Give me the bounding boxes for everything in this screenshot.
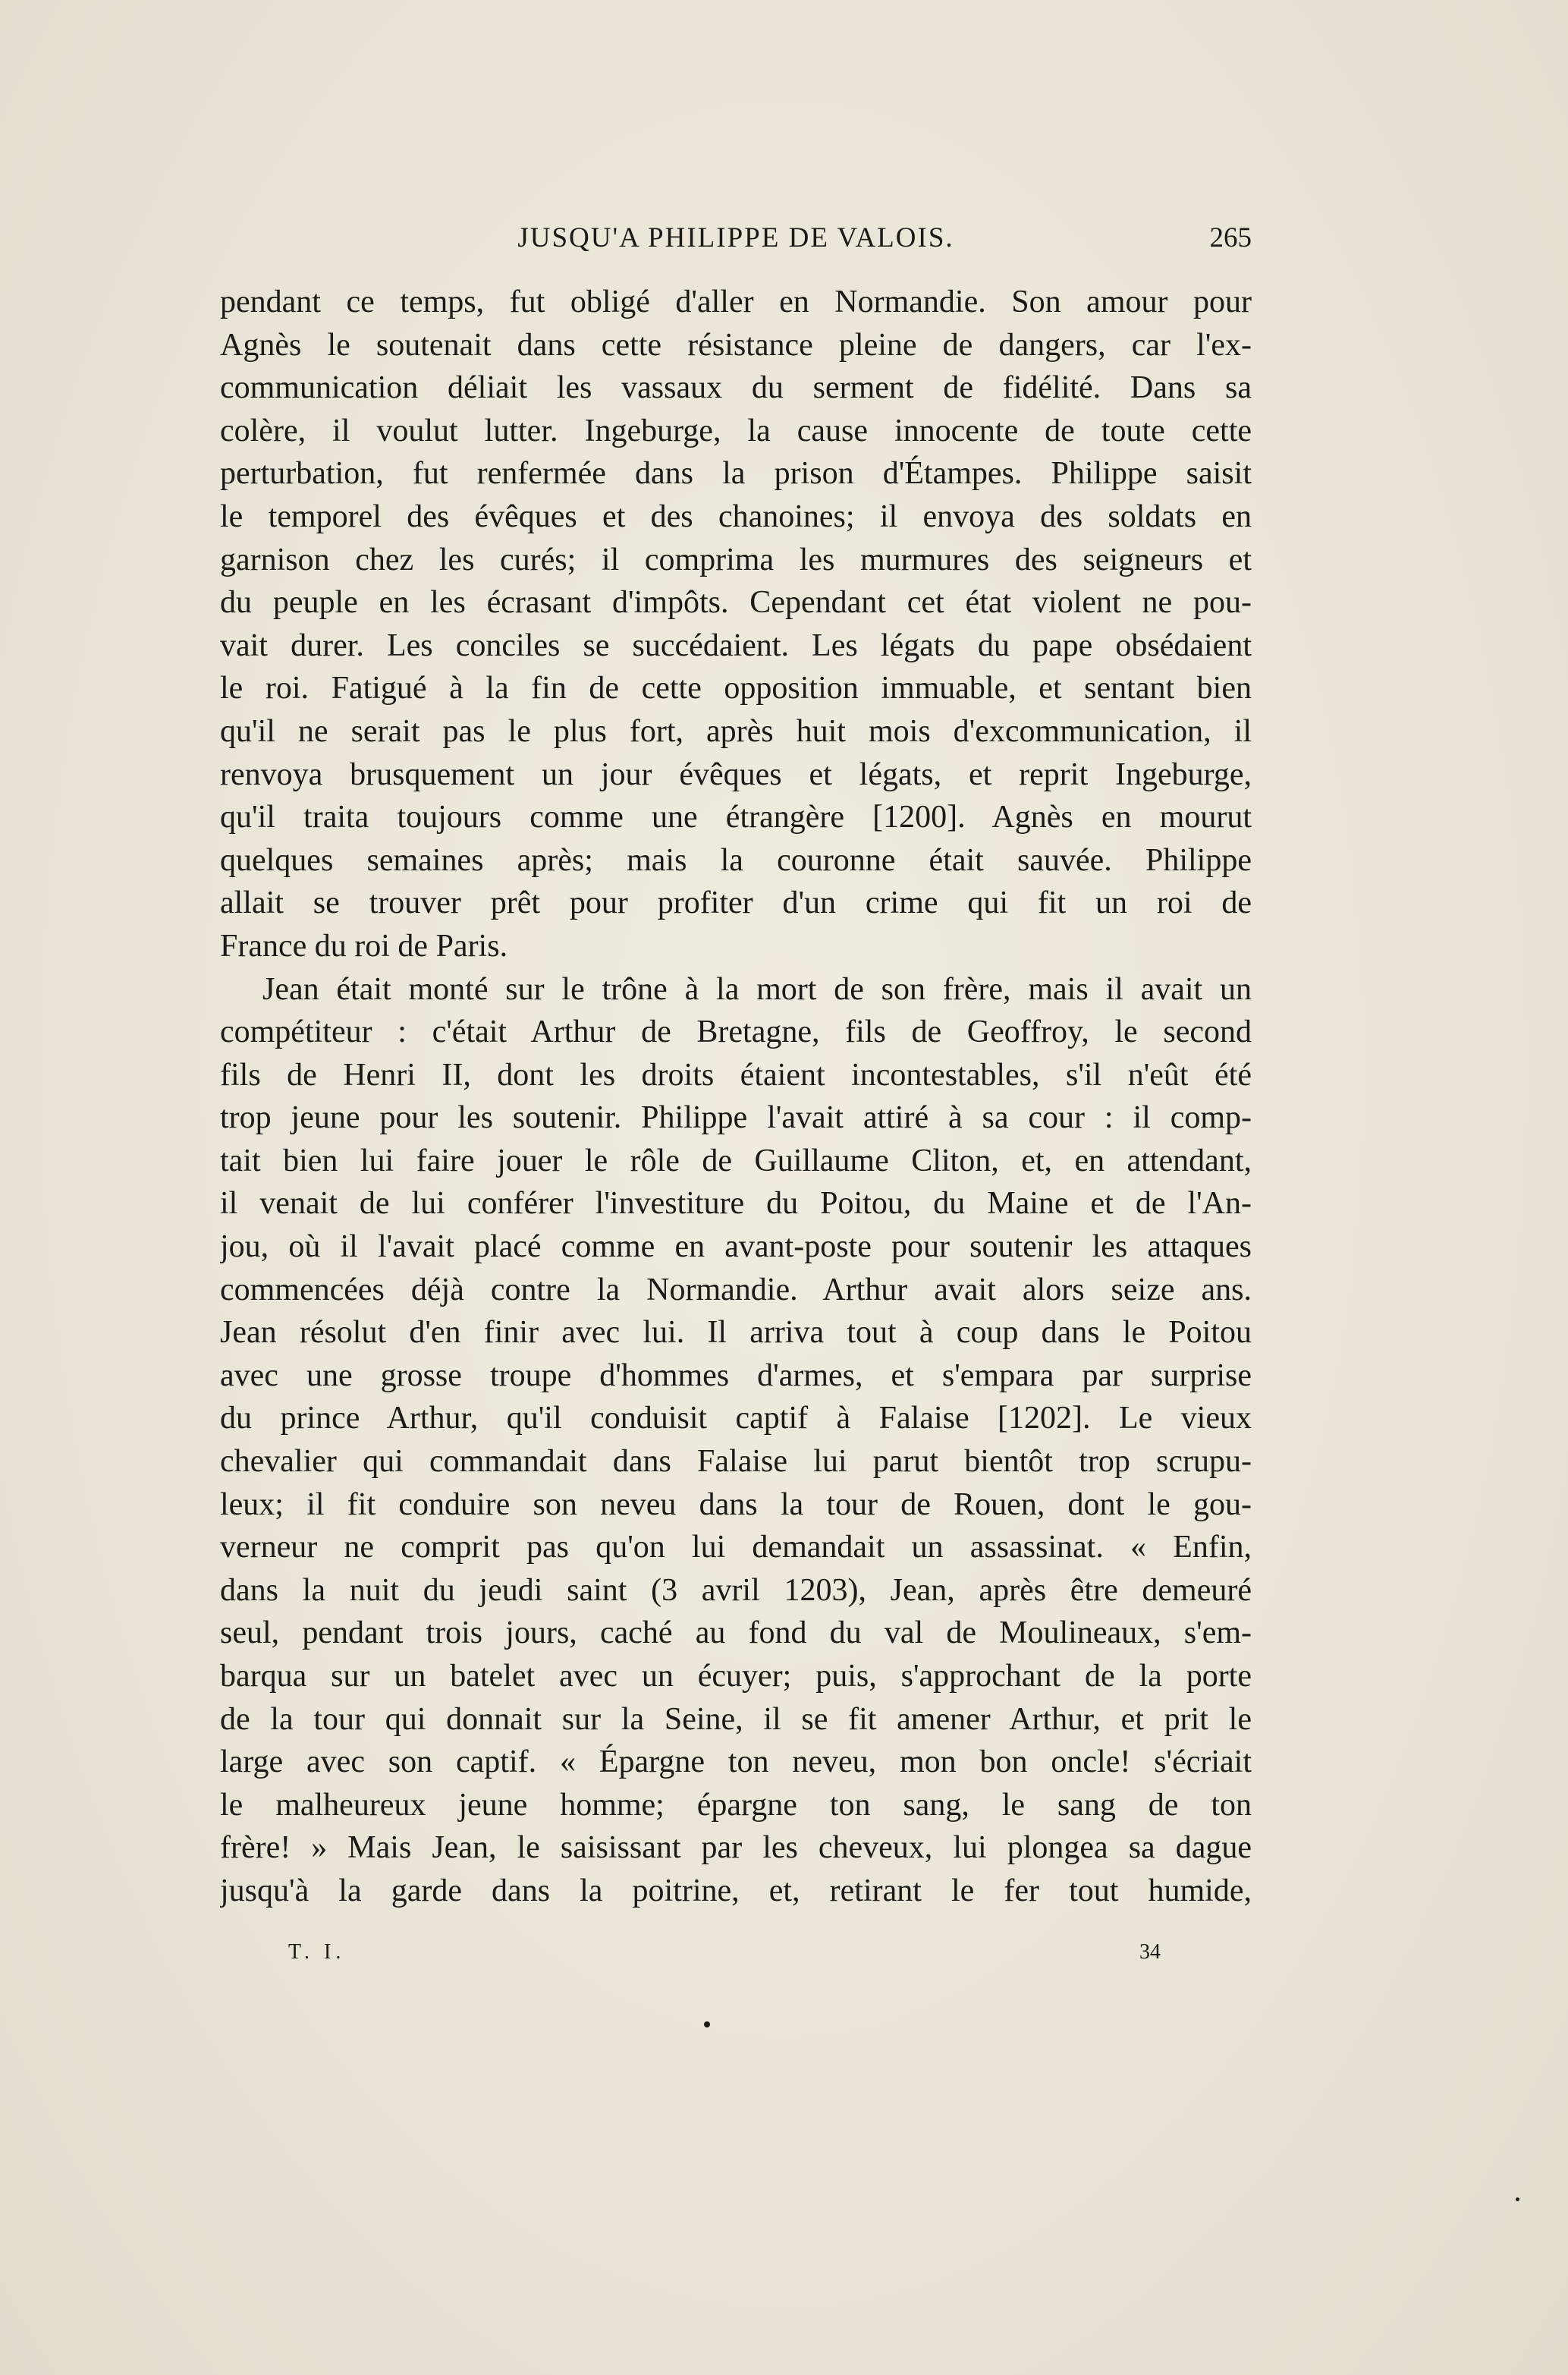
text-line: frère! » Mais Jean, le saisissant par les cheveux, lui plongea sa dague: [220, 1830, 1252, 1866]
text-line: du prince Arthur, qu'il conduisit captif à Falaise [1202]. Le vieux: [220, 1401, 1252, 1436]
body-text: [220, 281, 1252, 1913]
text-line: fils de Henri II, dont les droits étaient incontestables, s'il n'eût été: [220, 1057, 1252, 1093]
text-line: avec une grosse troupe d'hommes d'armes, et s'empara par surprise: [220, 1357, 1252, 1393]
text-line: seul, pendant trois jours, caché au fond du val de Moulineaux, s'em-: [220, 1615, 1252, 1651]
text-line: pendant ce temps, fut obligé d'aller en Normandie. Son amour pour: [220, 285, 1252, 319]
text-line: communication déliait les vassaux du serment de fidélité. Dans sa: [220, 370, 1252, 406]
text-line: jusqu'à la garde dans la poitrine, et, retirant le fer tout humide,: [220, 1873, 1252, 1908]
text-line: trop jeune pour les soutenir. Philippe l'avait attiré à sa cour : il comp-: [220, 1100, 1252, 1136]
text-line: compétiteur : c'était Arthur de Bretagne, fils de Geoffroy, le second: [220, 1014, 1252, 1050]
paragraph-start-line: Jean était monté sur le trône à la mort de son frère, mais il avait un: [262, 971, 1252, 1007]
signature-mark: 34: [1139, 1940, 1161, 1964]
text-line: le malheureux jeune homme; épargne ton sang, le sang de ton: [220, 1787, 1252, 1823]
text-line: dans la nuit du jeudi saint (3 avril 1203), Jean, après être demeuré: [220, 1572, 1252, 1608]
text-line: Jean résolut d'en finir avec lui. Il arriva tout à coup dans le Poitou: [220, 1315, 1252, 1351]
text-line: chevalier qui commandait dans Falaise lui parut bientôt trop scrupu-: [220, 1444, 1252, 1480]
text-line: renvoya brusquement un jour évêques et légats, et reprit Ingeburge,: [220, 757, 1252, 792]
text-line: barqua sur un batelet avec un écuyer; puis, s'approchant de la porte: [220, 1659, 1252, 1694]
text-line: le roi. Fatigué à la fin de cette opposition immuable, et sentant bien: [220, 671, 1252, 706]
text-line: commencées déjà contre la Normandie. Arthur avait alors seize ans.: [220, 1272, 1252, 1307]
text-line: verneur ne comprit pas qu'on lui demandait un assassinat. « Enfin,: [220, 1530, 1252, 1565]
page-footer: [288, 1933, 1161, 1971]
text-line: allait se trouver prêt pour profiter d'un crime qui fit un roi de: [220, 886, 1252, 921]
text-line: colère, il voulut lutter. Ingeburge, la cause innocente de toute cette: [220, 413, 1252, 448]
text-line: jou, où il l'avait placé comme en avant-poste pour soutenir les attaques: [220, 1229, 1252, 1265]
text-line: du peuple en les écrasant d'impôts. Cependant cet état violent ne pou-: [220, 585, 1252, 621]
text-line: large avec son captif. « Épargne ton neveu, mon bon oncle! s'écriait: [220, 1744, 1252, 1780]
text-line: le temporel des évêques et des chanoines; il envoya des soldats en: [220, 499, 1252, 534]
running-title: JUSQU'A PHILIPPE DE VALOIS.: [517, 222, 954, 253]
text-line: Agnès le soutenait dans cette résistance pleine de dangers, car l'ex-: [220, 327, 1252, 363]
running-head: [220, 215, 1252, 261]
ink-speck: [704, 2021, 710, 2027]
page-number: 265: [1209, 222, 1252, 253]
text-line: quelques semaines après; mais la couronne était sauvée. Philippe: [220, 842, 1252, 878]
text-line: leux; il fit conduire son neveu dans la tour de Rouen, dont le gou-: [220, 1486, 1252, 1522]
text-line: tait bien lui faire jouer le rôle de Guillaume Cliton, et, en attendant,: [220, 1143, 1252, 1178]
text-line: il venait de lui conférer l'investiture du Poitou, du Maine et de l'An-: [220, 1186, 1252, 1222]
text-line: de la tour qui donnait sur la Seine, il se fit amener Arthur, et prit le: [220, 1701, 1252, 1737]
text-line: perturbation, fut renfermée dans la prison d'Étampes. Philippe saisit: [220, 456, 1252, 492]
text-line: garnison chez les curés; il comprima les murmures des seigneurs et: [220, 542, 1252, 577]
text-line: qu'il traita toujours comme une étrangère [1200]. Agnès en mourut: [220, 800, 1252, 835]
volume-signature: T. I.: [288, 1940, 346, 1964]
text-line: qu'il ne serait pas le plus fort, après huit mois d'excommunication, il: [220, 713, 1252, 749]
ink-speck: [1516, 2197, 1519, 2201]
paragraph-end-line: France du roi de Paris.: [220, 928, 508, 964]
text-line: vait durer. Les conciles se succédaient. Les légats du pape obsédaient: [220, 628, 1252, 663]
